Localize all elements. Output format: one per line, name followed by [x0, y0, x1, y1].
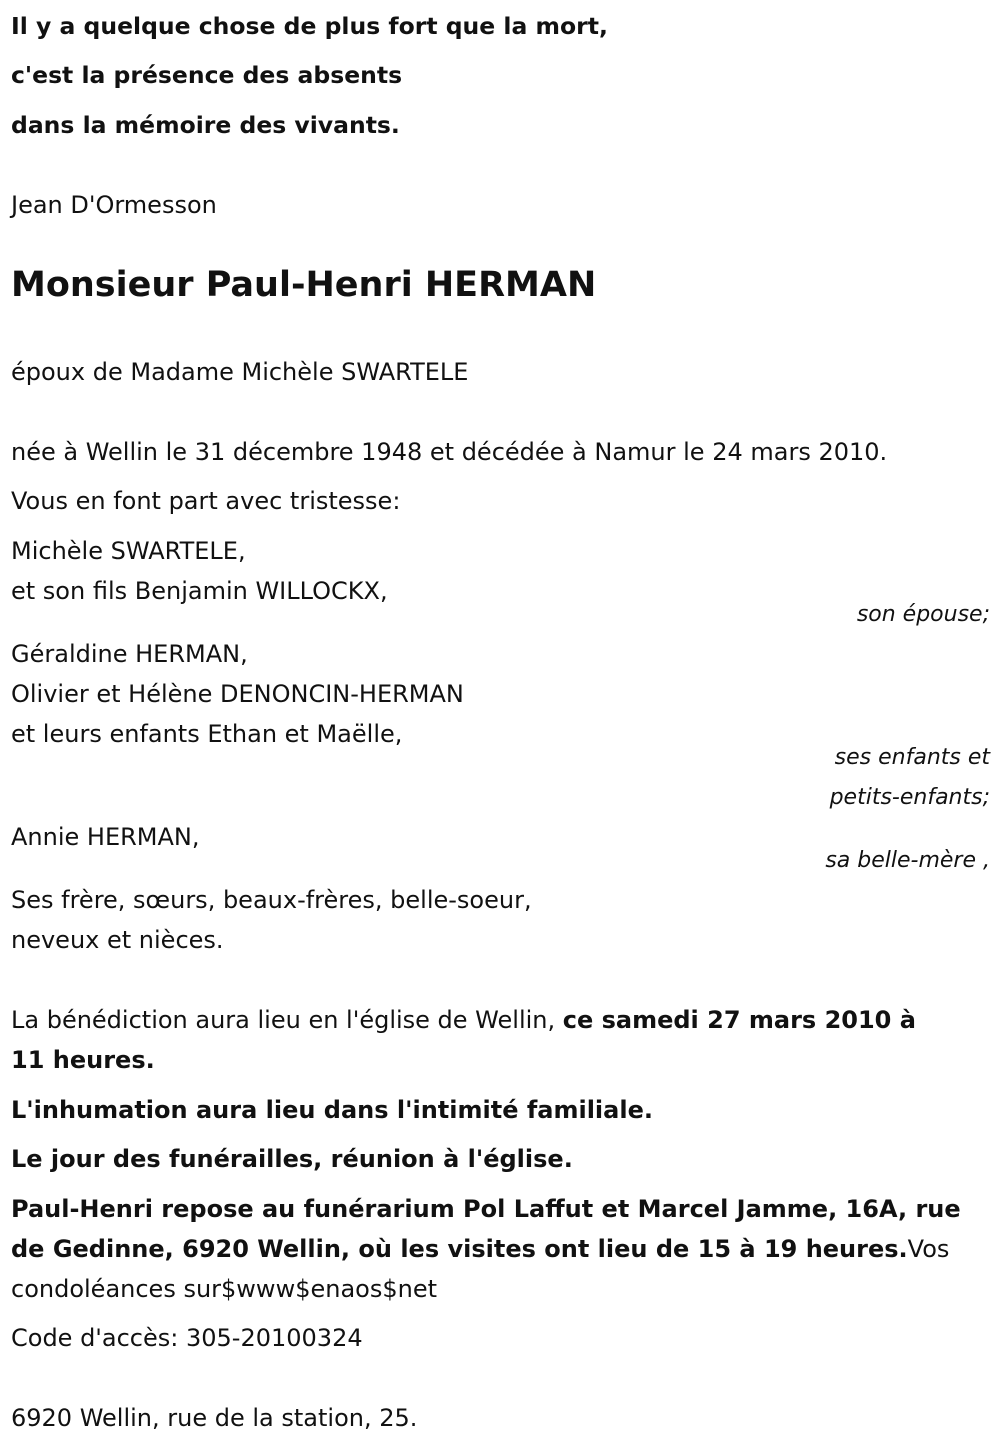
family-group1-line1: Michèle SWARTELE,: [11, 537, 246, 565]
quote-line-2: c'est la présence des absents: [11, 61, 403, 89]
family-group1-relation: son épouse;: [856, 602, 990, 627]
benediction-line: [11, 1005, 916, 1035]
benediction-text: La bénédiction aura lieu en l'église de Wellin,: [11, 1006, 563, 1034]
repose-line-2-text: de Gedinne, 6920 Wellin, où les visites ont lieu de 15 à 19 heures.: [11, 1235, 908, 1263]
family-group4-line1: Ses frère, sœurs, beaux-frères, belle-soeur,: [11, 886, 532, 914]
family-group2-relation-line2: petits-enfants;: [829, 785, 990, 810]
family-group3-relation: sa belle-mère ,: [825, 848, 990, 873]
family-group2-relation-line1: ses enfants et: [834, 745, 990, 770]
family-group3-line1: Annie HERMAN,: [11, 823, 200, 851]
family-group1-line2: et son fils Benjamin WILLOCKX,: [11, 577, 388, 605]
quote-author: Jean D'Ormesson: [11, 191, 217, 219]
access-code: Code d'accès: 305-20100324: [11, 1324, 363, 1352]
family-group2-line3: et leurs enfants Ethan et Maëlle,: [11, 720, 403, 748]
spouse-line: époux de Madame Michèle SWARTELE: [11, 358, 469, 386]
quote-line-1: Il y a quelque chose de plus fort que la mort,: [11, 12, 608, 40]
family-group2-line1: Géraldine HERMAN,: [11, 640, 248, 668]
announcement-line: Vous en font part avec tristesse:: [11, 487, 401, 515]
condolences-start: Vos: [907, 1235, 950, 1263]
family-group2-line2: Olivier et Hélène DENONCIN-HERMAN: [11, 680, 464, 708]
benediction-time: 11 heures.: [11, 1046, 155, 1074]
quote-line-3: dans la mémoire des vivants.: [11, 111, 400, 139]
repose-line-1: Paul-Henri repose au funérarium Pol Laffut et Marcel Jamme, 16A, rue: [11, 1195, 961, 1223]
address-line: 6920 Wellin, rue de la station, 25.: [11, 1404, 418, 1432]
meeting-line: Le jour des funérailles, réunion à l'église.: [11, 1145, 573, 1173]
repose-line-2: [11, 1234, 949, 1264]
family-group4-line2: neveux et nièces.: [11, 926, 224, 954]
birth-death-line: née à Wellin le 31 décembre 1948 et décédée à Namur le 24 mars 2010.: [11, 438, 888, 466]
inhumation-line: L'inhumation aura lieu dans l'intimité familiale.: [11, 1096, 653, 1124]
benediction-date: ce samedi 27 mars 2010 à: [562, 1006, 916, 1034]
deceased-name: Monsieur Paul-Henri HERMAN: [11, 265, 597, 305]
condolences-line: condoléances sur$www$enaos$net: [11, 1275, 437, 1303]
